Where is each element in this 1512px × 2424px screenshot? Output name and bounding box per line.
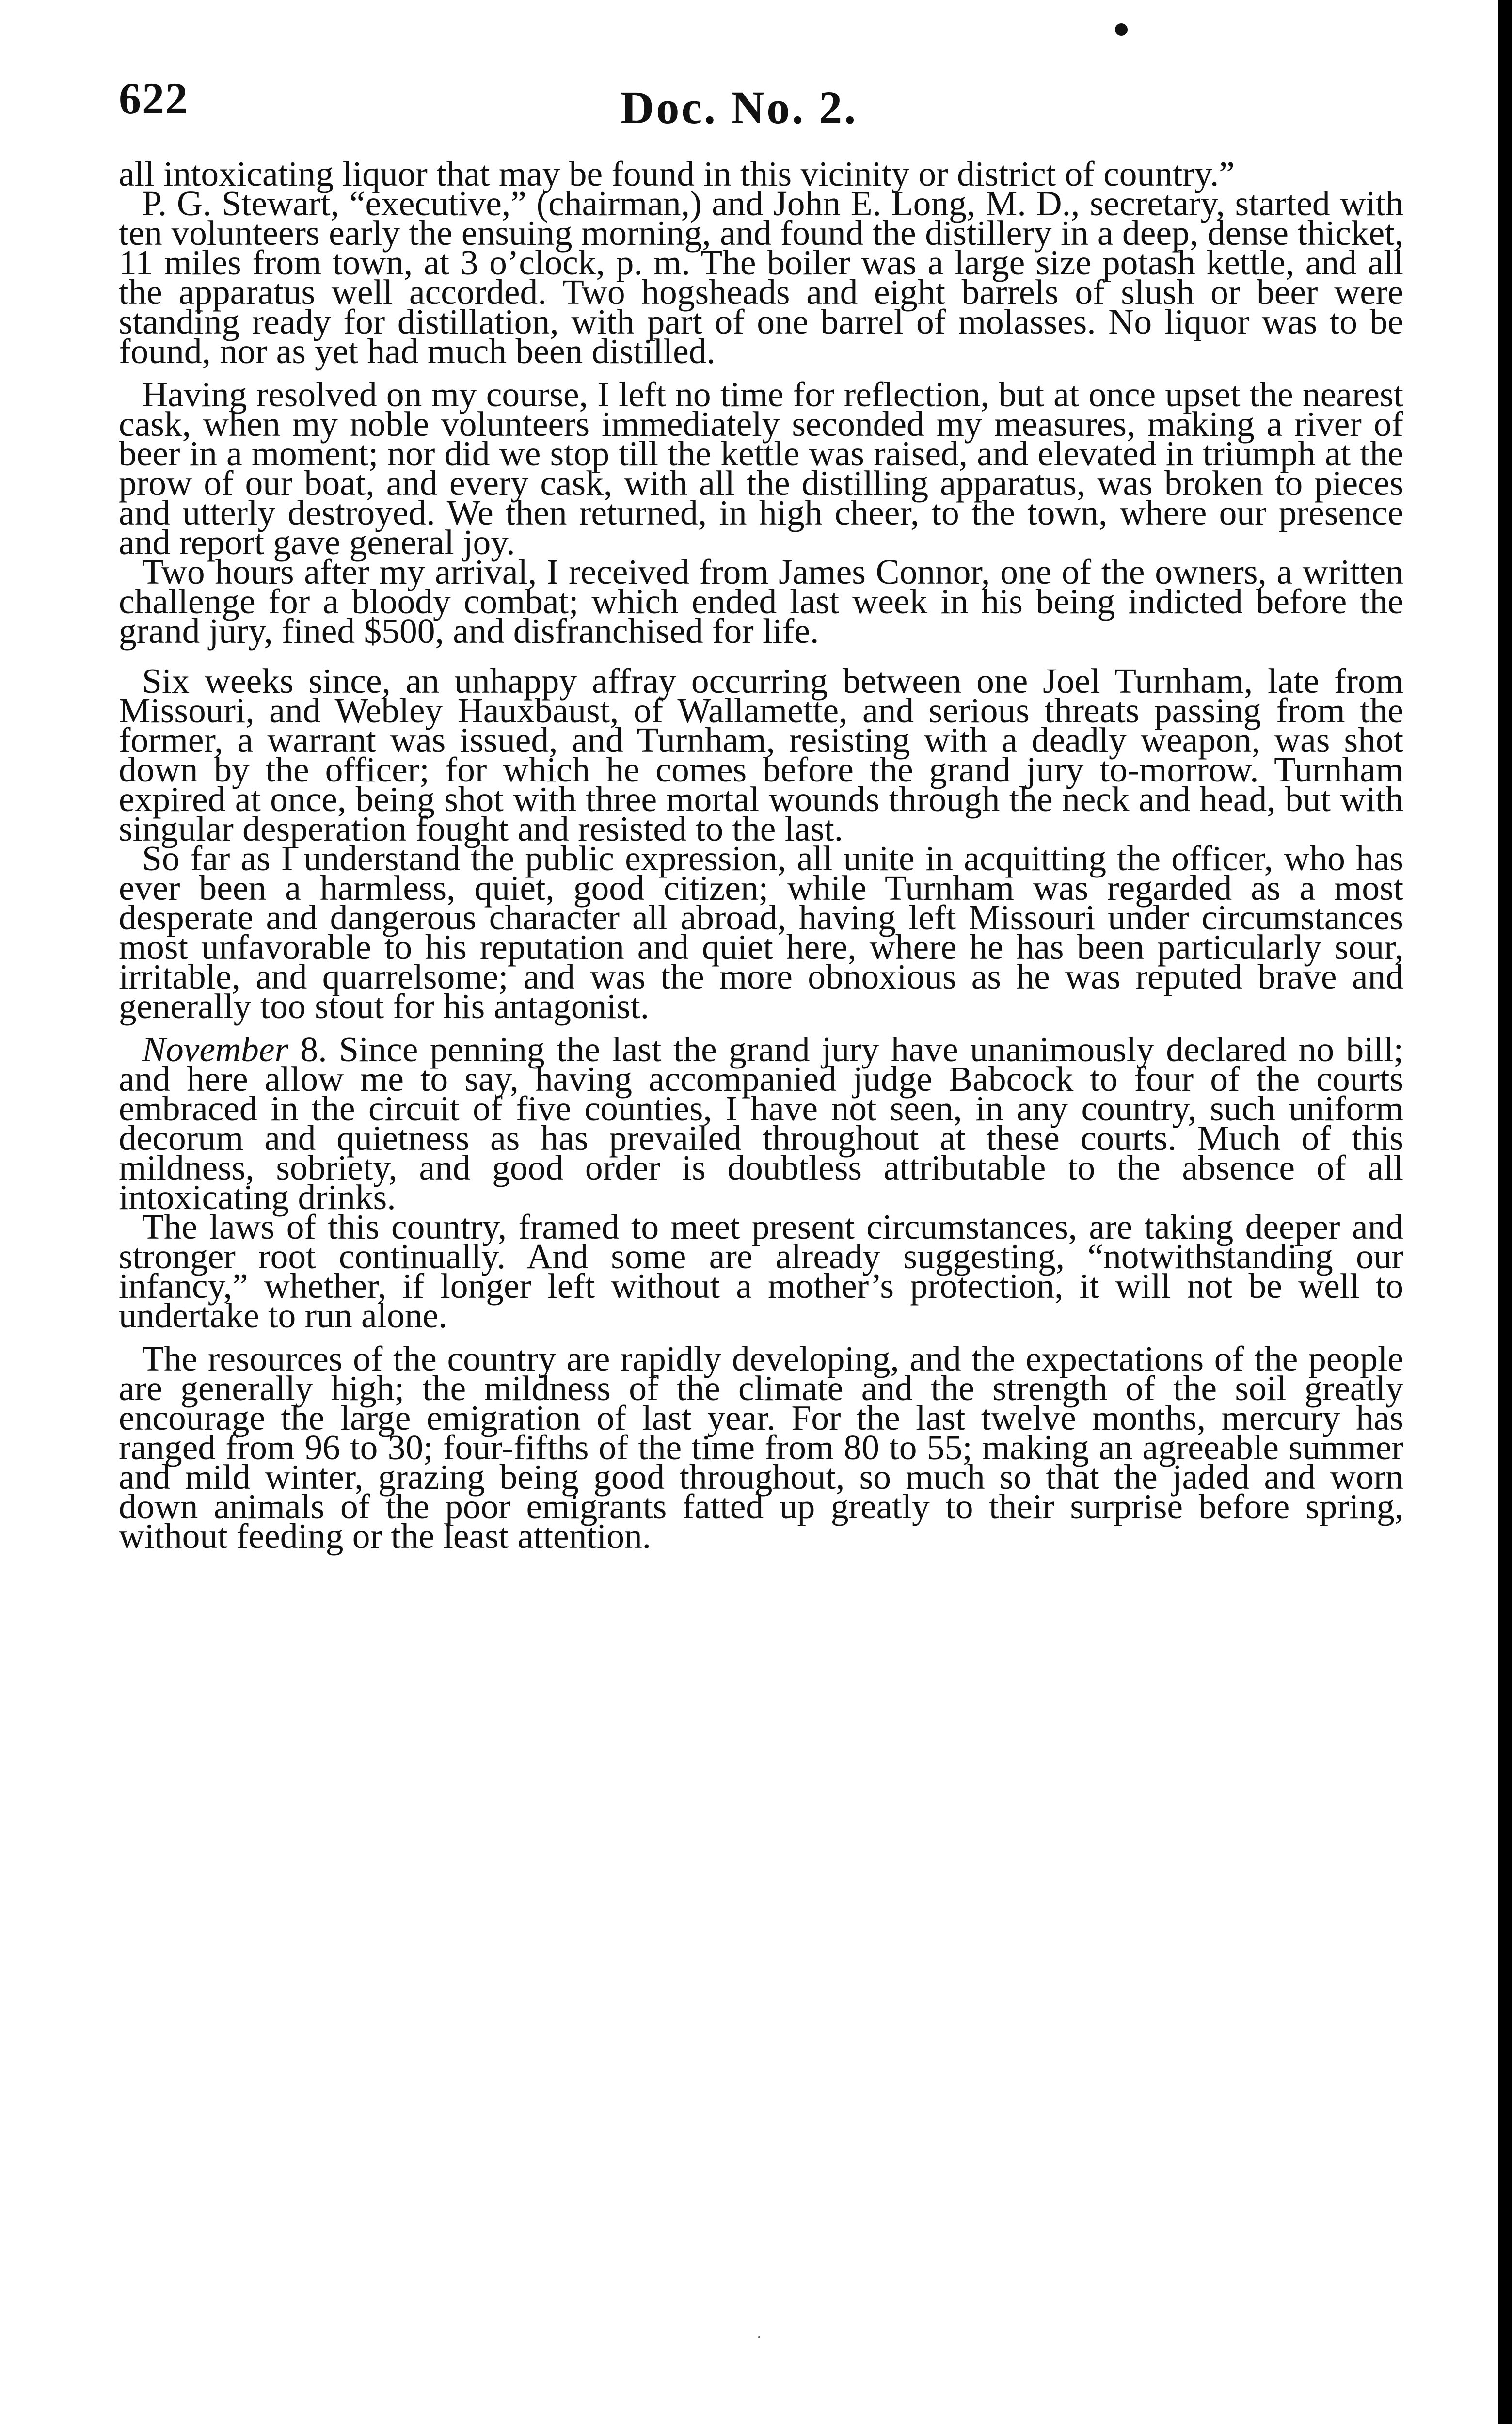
- paragraph-resources: The resources of the country are rapidly developing, and the expectations of the people are generally high; the mildness of the climate and the strength of the soil greatly encourage the large emigration of last year. For the last twelve months, mercury has ranged from 96 to 30; four-fifths of the time from 80 to 55; making an agreeable summer and mild winter, grazing being good throughout, so much so that the jaded and worn down animals of the poor emigrants fatted up greatly to their surprise before spring, without feeding or the least attention.: [119, 1339, 1403, 1556]
- ink-dot: [1115, 23, 1128, 36]
- body-text: [119, 154, 1403, 1556]
- doc-title: Doc. No. 2.: [621, 81, 858, 133]
- paragraph-turnham: Six weeks since, an unhappy affray occurring between one Joel Turnham, late from Missouri, and Webley Hauxbaust, of Wallamette, and serious threats passing from the former, a warrant was issued, and Turnham, resisting with a deadly weapon, was shot down by the officer; for which he comes before the grand jury to-morrow. Turnham expired at once, being shot with three mortal wounds through the neck and head, but with singular desperation fought and resisted to the last.: [119, 661, 1403, 848]
- paragraph-continuation: all intoxicating liquor that may be found in this vicinity or district of country.”: [119, 154, 1235, 193]
- page-header: [119, 73, 1403, 141]
- paragraph-november: [119, 1030, 1403, 1217]
- scan-edge-shadow: [1498, 0, 1512, 2424]
- paragraph-connor: Two hours after my arrival, I received from James Connor, one of the owners, a written challenge for a bloody combat; which ended last week in his being indicted before the grand jury, fined $500, and disfranchised for life.: [119, 552, 1403, 651]
- paragraph-resolved: Having resolved on my course, I left no time for reflection, but at once upset the nearest cask, when my noble volunteers immediately seconded my measures, making a river of beer in a moment; nor did we stop till the kettle was raised, and elevated in triumph at the prow of our boat, and every cask, with all the distilling apparatus, was broken to pieces and utterly destroyed. We then returned, in high cheer, to the town, where our presence and report gave general joy.: [119, 375, 1403, 562]
- date-label: November: [142, 1030, 289, 1069]
- footer-smudge: ·: [756, 2328, 762, 2347]
- paragraph-public-expression: So far as I understand the public expression, all unite in acquitting the officer, who has ever been a harmless, quiet, good citizen; while Turnham was regarded as a most desperate and dangerous character all abroad, having left Missouri under circumstances most unfavorable to his reputation and quiet here, where he has been particularly sour, irritable, and quarrelsome; and was the more obnoxious as he was reputed brave and generally too stout for his antagonist.: [119, 839, 1403, 1026]
- paragraph-stewart: P. G. Stewart, “executive,” (chairman,) and John E. Long, M. D., secretary, started with ten volunteers early the ensuing morning, and found the distillery in a deep, dense thicket, 11 miles from town, at 3 o’clock, p. m. The boiler was a large size potash kettle, and all the apparatus well accorded. Two hogsheads and eight barrels of slush or beer were standing ready for distillation, with part of one barrel of molasses. No liquor was to be found, nor as yet had much been distilled.: [119, 184, 1403, 371]
- page-number: 622: [119, 74, 189, 123]
- paragraph-laws: The laws of this country, framed to meet present circumstances, are taking deeper and stronger root continually. And some are already suggesting, “notwithstanding our infancy,” whether, if longer left without a mother’s protection, it will not be well to undertake to run alone.: [119, 1207, 1403, 1335]
- november-text: 8. Since penning the last the grand jury have unanimously declared no bill; and here allow me to say, having accompanied judge Babcock to four of the courts embraced in the circuit of five counties, I have not seen, in any country, such uniform decorum and quietness as has prevailed throughout at these courts. Much of this mildness, sobriety, and good order is doubtless attributable to the absence of all intoxicating drinks.: [119, 1030, 1403, 1217]
